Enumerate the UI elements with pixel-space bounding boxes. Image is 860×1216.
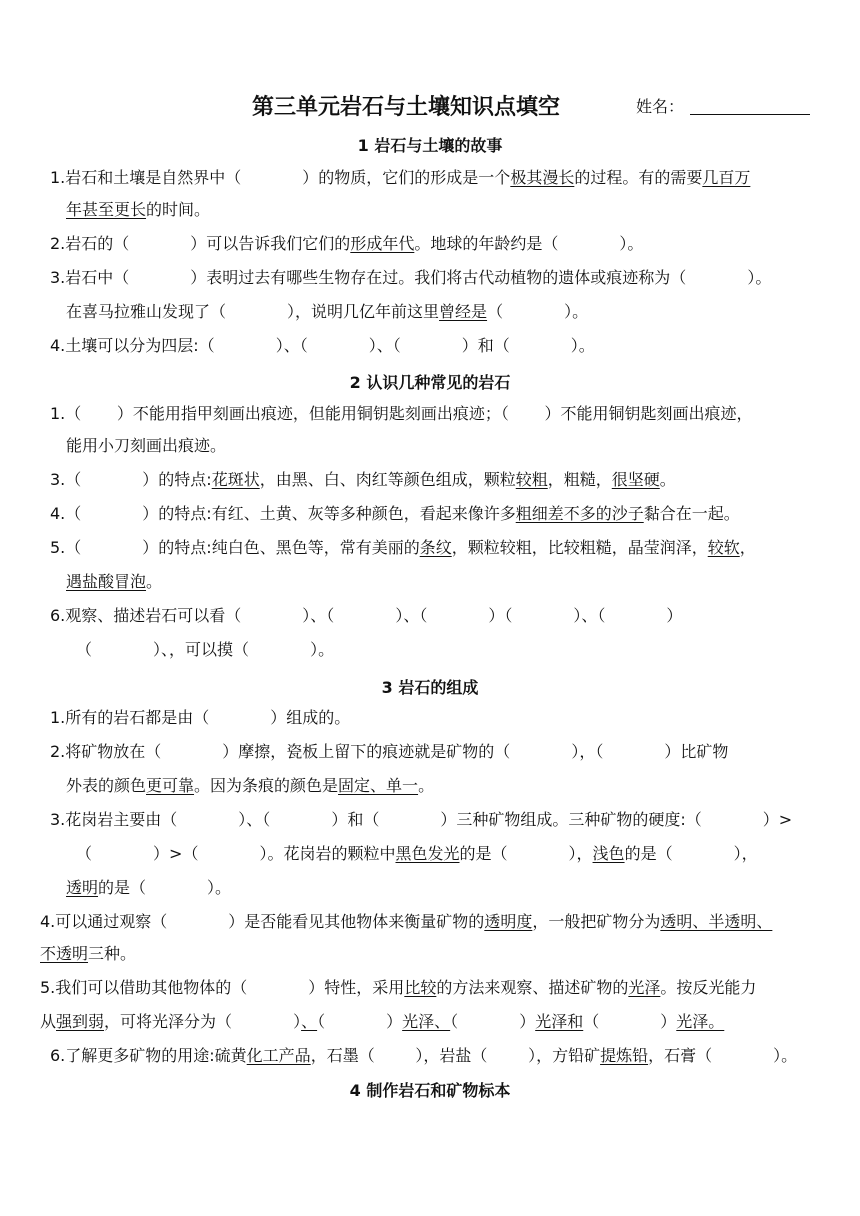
- underlined-term: 、: [301, 1012, 318, 1031]
- question-text: （ ）>（ ）。花岗岩的颗粒中: [76, 844, 396, 863]
- question-line: [50, 404, 752, 424]
- question-line: [40, 912, 772, 932]
- question-text: ，由黑、白、肉红等颜色组成，颗粒: [259, 470, 516, 489]
- question-text: 的时间。: [146, 200, 211, 219]
- underlined-term: 透明: [66, 878, 99, 897]
- underlined-term: 条纹: [419, 538, 452, 557]
- question-text: 3.岩石中（ ）表明过去有哪些生物存在过。我们将古代动植物的遗体或痕迹称为（ ）。: [50, 268, 772, 287]
- name-field[interactable]: [690, 114, 810, 115]
- question-text: 。: [418, 776, 435, 795]
- underlined-term: 浅色: [592, 844, 625, 863]
- question-text: 3.花岗岩主要由（ ）、（ ）和（ ）三种矿物组成。三种矿物的硬度:（ ）>: [50, 810, 793, 829]
- underlined-term: 比较: [404, 978, 437, 997]
- question-text: ，一般把矿物分为: [532, 912, 661, 931]
- question-line: [66, 878, 231, 898]
- underlined-term: 光泽。: [676, 1012, 725, 1031]
- question-text: （ ）、，可以摸（ ）。: [76, 640, 335, 659]
- underlined-term: 光泽、: [402, 1012, 451, 1031]
- question-line: [66, 776, 434, 796]
- underlined-term: 年甚至更长: [66, 200, 147, 219]
- question-text: 3.（ ）的特点:: [50, 470, 212, 489]
- question-line: [50, 168, 750, 188]
- question-line: [50, 538, 756, 558]
- underlined-term: 光泽: [628, 978, 661, 997]
- question-line: [50, 470, 676, 490]
- underlined-term: 更可靠: [146, 776, 195, 795]
- question-text: 4.（ ）的特点:有红、土黄、灰等多种颜色，看起来像许多: [50, 504, 516, 523]
- question-line: [66, 436, 226, 456]
- underlined-term: 固定、单一: [338, 776, 419, 795]
- question-text: 的是（ ），: [624, 844, 758, 863]
- question-line: [50, 742, 728, 762]
- question-text: 三种。: [88, 944, 137, 963]
- question-text: ，: [739, 538, 756, 557]
- question-text: 2.岩石的（ ）可以告诉我们它们的: [50, 234, 351, 253]
- question-text: 的是（ ），: [459, 844, 593, 863]
- question-text: ，石膏（ ）。: [648, 1046, 798, 1065]
- question-text: ，颗粒较粗，比较粗糙，晶莹润泽，: [451, 538, 708, 557]
- question-text: ，可将光泽分为（ ）: [104, 1012, 302, 1031]
- question-text: （ ）: [317, 1012, 403, 1031]
- underlined-term: 花斑状: [211, 470, 260, 489]
- question-text: 从: [40, 1012, 57, 1031]
- question-line: [66, 572, 162, 592]
- name-label: 姓名：: [636, 97, 685, 116]
- question-text: 4.土壤可以分为四层:（ ）、（ ）、（ ）和（ ）。: [50, 336, 595, 355]
- question-text: 能用小刀刻画出痕迹。: [66, 436, 227, 455]
- question-line: [50, 336, 595, 356]
- question-line: [50, 1046, 797, 1066]
- question-line: [66, 302, 588, 322]
- question-line: [50, 504, 740, 524]
- underlined-term: 提炼铅: [600, 1046, 649, 1065]
- question-line: [76, 844, 758, 864]
- question-text: 。按反光能力: [660, 978, 757, 997]
- question-text: 的过程。有的需要: [574, 168, 703, 187]
- underlined-term: 化工产品: [246, 1046, 311, 1065]
- underlined-term: 黑色发光: [395, 844, 460, 863]
- question-text: 。: [146, 572, 163, 591]
- underlined-term: 形成年代: [350, 234, 415, 253]
- title-row: [0, 90, 860, 120]
- question-text: 的方法来观察、描述矿物的: [436, 978, 629, 997]
- question-text: 5.（ ）的特点:纯白色、黑色等，常有美丽的: [50, 538, 420, 557]
- question-text: 。因为条痕的颜色是: [194, 776, 339, 795]
- question-text: 。地球的年龄约是（ ）。: [414, 234, 644, 253]
- question-text: 。: [659, 470, 676, 489]
- section-heading-4: 4 制作岩石和矿物标本: [349, 1081, 511, 1100]
- question-text: 黏合在一起。: [643, 504, 740, 523]
- page-title: 第三单元岩石与土壤知识点填空: [252, 95, 561, 120]
- question-text: 在喜马拉雅山发现了（ ），说明几亿年前这里: [66, 302, 440, 321]
- question-text: 的是（ ）。: [98, 878, 232, 897]
- underlined-term: 遇盐酸冒泡: [66, 572, 147, 591]
- underlined-term: 强到弱: [56, 1012, 105, 1031]
- underlined-term: 较软: [707, 538, 740, 557]
- question-line: [50, 268, 771, 288]
- question-line: [50, 234, 643, 254]
- question-text: （ ）。: [487, 302, 589, 321]
- underlined-term: 曾经是: [439, 302, 488, 321]
- question-text: 4.可以通过观察（ ）是否能看见其他物体来衡量矿物的: [40, 912, 485, 931]
- section-heading-1: 1 岩石与土壤的故事: [357, 136, 503, 155]
- section-heading-2: 2 认识几种常见的岩石: [349, 373, 511, 392]
- question-line: [50, 606, 682, 626]
- section-heading-3: 3 岩石的组成: [381, 678, 479, 697]
- question-text: 5.我们可以借助其他物体的（ ）特性，采用: [40, 978, 405, 997]
- question-text: （ ）: [450, 1012, 536, 1031]
- question-text: 6.了解更多矿物的用途:硫黄: [50, 1046, 247, 1065]
- question-text: 6.观察、描述岩石可以看（ ）、（ ）、（ ）（ ）、（ ）: [50, 606, 683, 625]
- question-line: [50, 810, 792, 830]
- question-text: ，石墨（ ），岩盐（ ），方铅矿: [310, 1046, 601, 1065]
- question-text: 外表的颜色: [66, 776, 147, 795]
- question-text: 1.岩石和土壤是自然界中（ ）的物质，它们的形成是一个: [50, 168, 511, 187]
- underlined-term: 较粗: [515, 470, 548, 489]
- question-line: [40, 1012, 724, 1032]
- question-line: [40, 978, 756, 998]
- question-line: [40, 944, 136, 964]
- underlined-term: 几百万: [702, 168, 751, 187]
- question-text: 2.将矿物放在（ ）摩擦，瓷板上留下的痕迹就是矿物的（ ），（ ）比矿物: [50, 742, 729, 761]
- underlined-term: 光泽和: [535, 1012, 584, 1031]
- question-text: 1.所有的岩石都是由（ ）组成的。: [50, 708, 351, 727]
- underlined-term: 很坚硬: [611, 470, 660, 489]
- question-line: [66, 200, 210, 220]
- underlined-term: 极其漫长: [510, 168, 575, 187]
- underlined-term: 透明度: [484, 912, 533, 931]
- question-line: [50, 708, 350, 728]
- question-line: [76, 640, 334, 660]
- underlined-term: 透明、半透明、: [660, 912, 773, 931]
- question-text: 1.（ ）不能用指甲刻画出痕迹，但能用铜钥匙刻画出痕迹；（ ）不能用铜钥匙刻画出痕迹，: [50, 404, 753, 423]
- question-text: （ ）: [583, 1012, 677, 1031]
- question-text: ，粗糙，: [547, 470, 612, 489]
- underlined-term: 不透明: [40, 944, 89, 963]
- underlined-term: 粗细差不多的沙子: [515, 504, 644, 523]
